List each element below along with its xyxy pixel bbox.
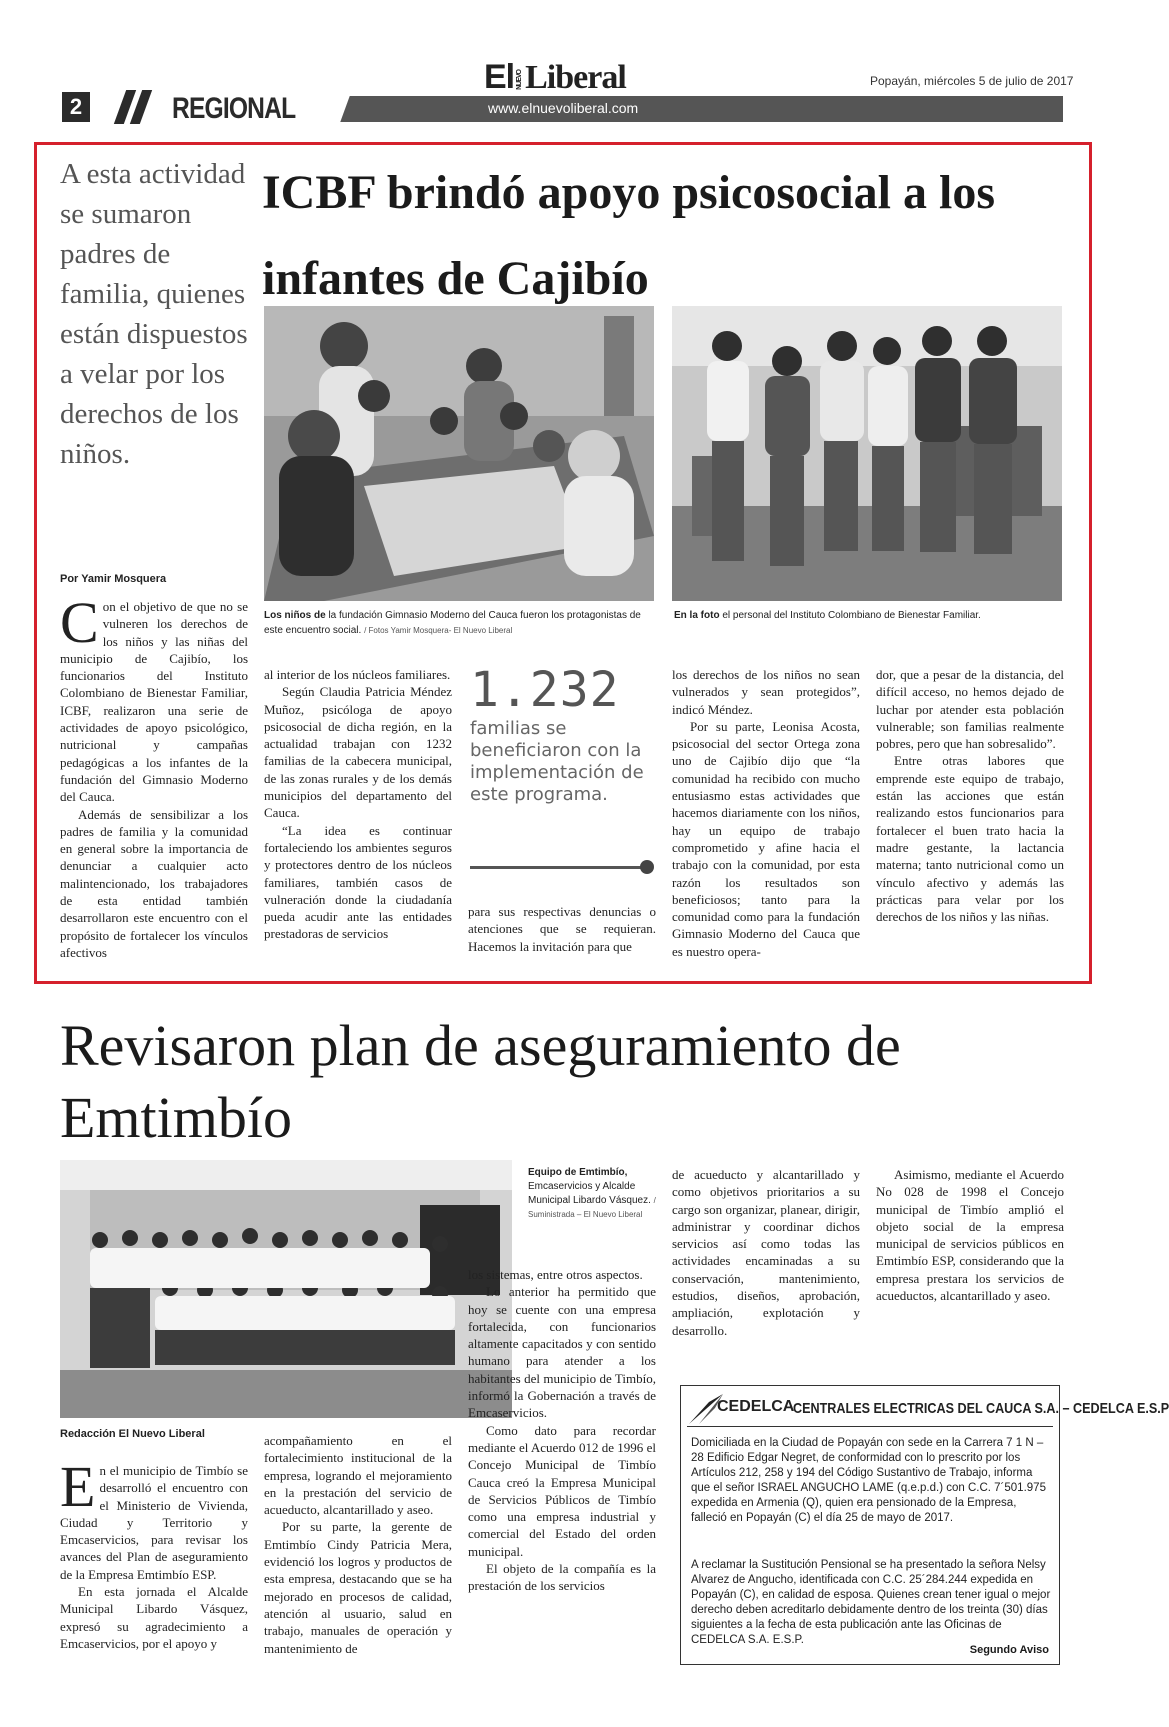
paragraph: Además de sensibilizar a los padres de familia y la comunidad en general sobre la importancia de denunciar a cualquier acto malintencionado, los trabajadores de esta entidad también desarrollaron este encuentro con el propósito de fortalecer los vínculos afectivos bbox=[60, 806, 248, 960]
stat-divider bbox=[470, 866, 650, 869]
site-url[interactable]: www.elnuevoliberal.com bbox=[488, 100, 639, 116]
caption-text: el personal del Instituto Colombiano de Bienestar Familiar. bbox=[722, 610, 981, 621]
paragraph: En esta jornada el Alcalde Municipal Libardo Vásquez, expresó su agradecimiento a Emcaservicios, por el apoyo y bbox=[60, 1584, 248, 1651]
paragraph: para sus respectivas denuncias o atenciones que se requieran. Hacemos la invitación para que bbox=[468, 904, 656, 954]
paragraph: “La idea es continuar fortaleciendo los ambientes seguros y protectores dentro de los núcleos familiares, también casos de vulneración donde la ciudadanía pueda acudir ante las entidades prestadoras de servicios bbox=[264, 822, 452, 942]
ad-paragraph: Domiciliada en la Ciudad de Popayán con sede en la Carrera 7 1 N – 28 Edificio Edgar Negret, de conformidad con lo prescrito por los Artículos 212, 258 y 194 del Código Sustantivo de Trabajo, informa que el señor ISRAEL ANGUCHO LAME (q.e.p.d.) con C.C. 7´501.975 expedida en Armenia (Q), quien era pensionado de la Empresa, falleció en Popayán (C) el día 25 de mayo de 2017. bbox=[691, 1437, 1046, 1524]
caption-text: la fundación Gimnasio Moderno del Cauca fueron los protagonistas de este encuentro social. bbox=[264, 610, 641, 636]
drop-cap: C bbox=[60, 590, 99, 655]
ad-paragraph: A reclamar la Sustitución Pensional se ha presentado la señora Nelsy Alvarez de Angucho, identificada con C.C. 25´284.244 expedida en Popayán (C), en calidad de esposa. Quienes crean tener igual o mejor derecho deben acreditarlo debidamente dentro de los treinta (30) días siguientes a la fecha de esta publicación ante las Oficinas de CEDELCA S.A. E.S.P. bbox=[691, 1559, 1051, 1646]
byline: Por Yamir Mosquera bbox=[60, 573, 167, 585]
paragraph: Como dato para recordar mediante el Acuerdo 012 de 1996 el Concejo Municipal de Timbío Cauca creó la Empresa Municipal de Servicios Públicos de Timbío como una empresa industrial y comercial del Estado del orden municipal. bbox=[468, 1422, 656, 1559]
paragraph: Por su parte, la gerente de Emtimbío Cindy Patricia Mera, evidenció los logros y productos de esta empresa, destacando que se ha mejorado en procesos de calidad, atención al usuario, salud en trabajo, manuales de operación y mantenimiento de bbox=[264, 1519, 452, 1656]
stat-text: familias se beneficiaron con la implementación de este programa. bbox=[470, 718, 644, 805]
stat-number: 1.232 bbox=[470, 662, 620, 718]
staff-photo-image bbox=[672, 306, 1062, 601]
paragraph: dor, que a pesar de la distancia, del difícil acceso, no hemos dejado de luchar por atender esta población vulnerable; son familias realmente pobres, pero que han sobresalido”. bbox=[876, 667, 1064, 752]
paragraph: al interior de los núcleos familiares. bbox=[264, 667, 451, 682]
article-column bbox=[60, 590, 248, 961]
article-column bbox=[468, 1266, 656, 1595]
article-column bbox=[672, 1166, 860, 1339]
caption-lead: En la foto bbox=[674, 610, 720, 621]
caption-lead: Los niños de bbox=[264, 610, 326, 621]
newspaper-logo bbox=[484, 58, 626, 97]
article-column bbox=[672, 666, 860, 960]
photo-credit: / Suministrada – El Nuevo Liberal bbox=[528, 1196, 656, 1219]
drop-cap: E bbox=[60, 1454, 96, 1519]
paragraph: Entre otras labores que emprende este equipo de trabajo, están las acciones que están realizando estos funcionarios para fortalecer el buen trato hacia la madre gestante, la lactancia materna; tanto nutricional como un vínculo afectivo y además las prácticas para velar por los derechos de los niños y las niñas. bbox=[876, 753, 1064, 925]
team-photo bbox=[60, 1160, 512, 1418]
article-headline: Revisaron plan de aseguramiento de Emtimbío bbox=[60, 1013, 901, 1150]
legal-notice-ad bbox=[680, 1385, 1169, 1665]
page-number: 2 bbox=[62, 92, 90, 122]
ad-divider bbox=[687, 1426, 1053, 1427]
article-column bbox=[876, 666, 1064, 925]
ad-logo: CEDELCA bbox=[717, 1398, 795, 1415]
article-column bbox=[876, 1166, 1064, 1304]
paragraph: Según Claudia Patricia Méndez Muñoz, psicóloga de apoyo psicosocial de dicha región, en la actualidad trabajan con 1232 familias de la cabecera municipal, de las zonas rurales y de los demás municipios del departamento del Cauca. bbox=[264, 684, 452, 821]
paragraph: Asimismo, mediante el Acuerdo No 028 de 1998 el Concejo municipal de Timbío amplió el objeto social de la empresa municipal de servicios públicos en Emtimbío ESP, considerando que la empresa prestara los servicios de acueductos, alcantarillado y aseo. bbox=[876, 1167, 1064, 1304]
logo-nuevo: NUEVO bbox=[516, 70, 524, 91]
article-column bbox=[264, 666, 452, 943]
paragraph: El objeto de la compañía es la prestación de los servicios bbox=[468, 1561, 656, 1594]
staff-photo bbox=[672, 306, 1062, 601]
ad-heading: CENTRALES ELECTRICAS DEL CAUCA S.A. – CEDELCA E.S.P bbox=[793, 1400, 1169, 1417]
photo-caption bbox=[264, 608, 659, 638]
issue-date: Popayán, miércoles 5 de julio de 2017 bbox=[870, 74, 1074, 88]
stat-dot bbox=[640, 860, 654, 874]
paragraph: Por su parte, Leonisa Acosta, psicosocial del sector Ortega zona uno de Cajibío dijo que “la comunidad ha recibido con mucho entusiasmo estas actividades que hacemos diariamente con los niños, hay un equipo de trabajo comprometido y afine hacia el trabajo con la comunidad, por esta razón los resultados son beneficiosos; tanto para la comunidad como para la fundación Gimnasio Moderno del Cauca que es nuestro opera- bbox=[672, 718, 860, 959]
photo-caption bbox=[674, 608, 1064, 623]
header-bar bbox=[325, 96, 1063, 122]
paragraph: Lo anterior ha permitido que hoy se cuente con una empresa fortalecida, con funcionarios altamente capacitados y con sentido humano para atender a los habitantes del municipio de Timbío, informó la Gobernación a través de Emcaservicios. bbox=[468, 1284, 656, 1421]
team-photo-image bbox=[60, 1160, 512, 1418]
logo-liberal: Liberal bbox=[525, 59, 626, 96]
stat-callout bbox=[470, 662, 660, 806]
children-photo-image bbox=[264, 306, 654, 601]
section-title: REGIONAL bbox=[172, 92, 296, 125]
article-column bbox=[468, 903, 656, 955]
caption-text: Emcaservicios y Alcalde Municipal Libardo Vásquez. bbox=[528, 1181, 651, 1206]
paragraph: acompañamiento en el fortalecimiento institucional de la empresa, logrando el mejoramiento en la prestación del servicio de acueducto, alcantarillado y aseo. bbox=[264, 1433, 452, 1518]
pull-quote: A esta actividad se sumaron padres de familia, quienes están dispuestos a velar por los derechos de los niños. bbox=[60, 158, 248, 470]
byline: Redacción El Nuevo Liberal bbox=[60, 1428, 205, 1440]
ad-footer: Segundo Aviso bbox=[969, 1644, 1049, 1656]
article-headline: ICBF brindó apoyo psicosocial a los infantes de Cajibío bbox=[262, 166, 996, 305]
paragraph: de acueducto y alcantarillado y como objetivos prioritarios a su cargo son organizar, planear, dirigir, administrar y coordinar dichos servicios así como todas las actividades encaminadas a su conservación, mantenimiento, estudios, diseños, aprobación, ampliación, explotación y desarrollo. bbox=[672, 1167, 860, 1338]
paragraph: n el municipio de Timbío se desarrolló el encuentro con el Ministerio de Vivienda, Ciudad y Territorio y Emcaservicios, para revisar los avances del Plan de aseguramiento de la Empresa Emtimbío ESP. bbox=[60, 1463, 248, 1582]
photo-credit: / Fotos Yamir Mosquera- El Nuevo Liberal bbox=[364, 626, 513, 635]
paragraph: on el objetivo de que no se vulneren los derechos de los niños y las niñas del municipio de Cajibío, los funcionarios del Instituto Colombiano de Bienestar Familiar, ICBF, realizaron una serie de actividades de apoyo psicológico, nutricional y campañas pedagógicas a los infantes de la fundación del Gimnasio Moderno del Cauca. bbox=[60, 599, 248, 805]
photo-caption bbox=[528, 1166, 658, 1222]
article-column bbox=[264, 1432, 452, 1657]
logo-el: El bbox=[484, 58, 515, 96]
article-column bbox=[60, 1454, 248, 1652]
paragraph: los sistemas, entre otros aspectos. bbox=[468, 1267, 643, 1282]
caption-lead: Equipo de Emtimbío, bbox=[528, 1167, 628, 1178]
paragraph: los derechos de los niños no sean vulnerados y sean protegidos”, indicó Méndez. bbox=[672, 667, 860, 717]
children-photo bbox=[264, 306, 654, 601]
